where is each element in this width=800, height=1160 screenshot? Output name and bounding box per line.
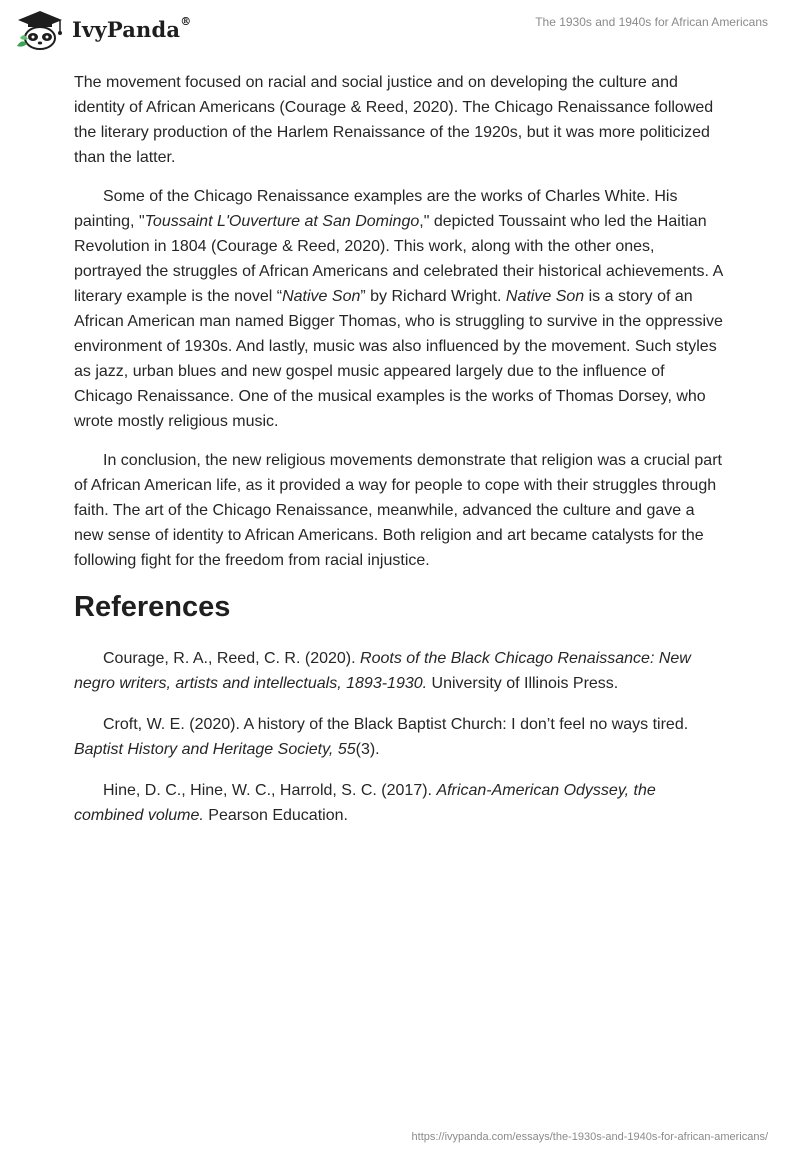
paragraph-3: In conclusion, the new religious movements demonstrate that religion was a crucial part of African American life, as it provided a way for people to cope with their struggles through faith. The art of the Chicago Renaissance, meanwhile, advanced the culture and gave a new sense of identity to African Americans. Both religion and art became catalysts for the following fight for the freedom from racial injustice. (74, 452, 722, 569)
source-url-link[interactable]: https://ivypanda.com/essays/the-1930s-and-1940s-for-african-americans/ (411, 1131, 768, 1143)
reference-3: Hine, D. C., Hine, W. C., Harrold, S. C. (2017). African-American Odyssey, the combined volume. Pearson Education. (74, 782, 656, 824)
page-header (0, 0, 800, 60)
document-title: The 1930s and 1940s for African Americans (535, 15, 768, 29)
paragraph-2: Some of the Chicago Renaissance examples are the works of Charles White. His painting, "Toussaint L'Ouverture at San Domingo," depicted Toussaint who led the Haitian Revolution in 1804 (Courage & Reed, 2020). This work, along with the other ones, portrayed the struggles of African Americans and celebrated their historical achievements. A literary example is the novel “Native Son” by Richard Wright. Native Son is a story of an African American man named Bigger Thomas, who is struggling to survive in the oppressive environment of 1930s. And lastly, music was also influenced by the movement. Such styles as jazz, urban blues and new gospel music appeared largely due to the influence of Chicago Renaissance. One of the musical examples is the works of Thomas Dorsey, who wrote mostly religious music. (74, 188, 723, 430)
references-heading: References (74, 591, 231, 623)
paragraph-1: The movement focused on racial and social justice and on developing the culture and identity of African Americans (Courage & Reed, 2020). The Chicago Renaissance followed the literary production of the Harlem Renaissance of the 1920s, but it was more politicized than the latter. (74, 74, 714, 166)
reference-2: Croft, W. E. (2020). A history of the Black Baptist Church: I don’t feel no ways tired. Baptist History and Heritage Society, 55(3). (74, 716, 689, 758)
reference-1: Courage, R. A., Reed, C. R. (2020). Roots of the Black Chicago Renaissance: New negro writers, artists and intellectuals, 1893-1930. University of Illinois Press. (74, 650, 691, 692)
brand-logo[interactable] (14, 8, 191, 50)
panda-graduation-cap-icon (14, 8, 68, 50)
brand-name: IvyPanda® (72, 14, 192, 42)
essay-content (74, 70, 724, 844)
